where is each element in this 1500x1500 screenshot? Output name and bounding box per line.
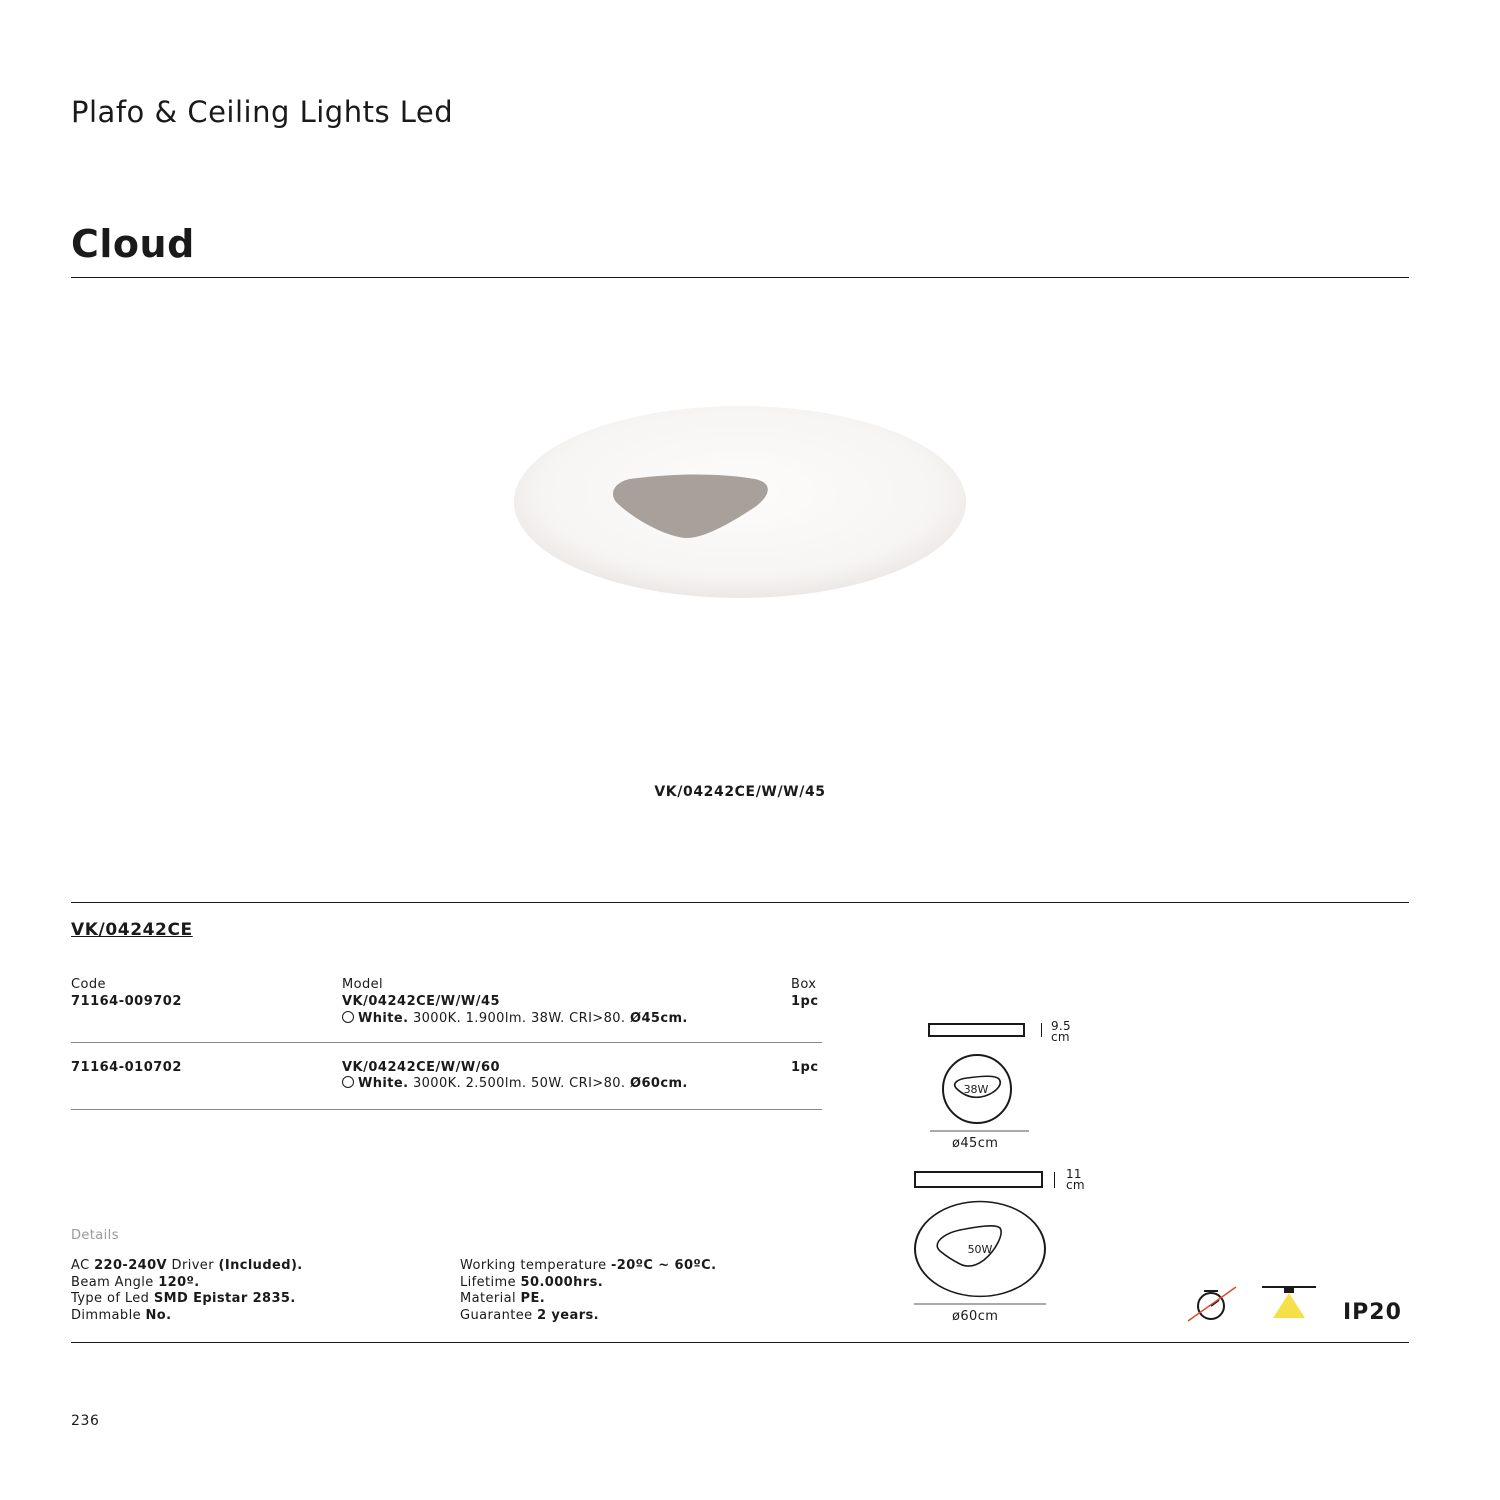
detail-led-type: Type of Led SMD Epistar 2835.	[71, 1291, 296, 1306]
height-label-large: 11 cm	[1066, 1167, 1085, 1192]
table-row-description	[342, 1076, 688, 1091]
spec-text: 3000K. 1.900lm. 38W. CRI>80.	[408, 1011, 630, 1026]
not-dimmable-icon	[1184, 1284, 1240, 1324]
detail-material: Material PE.	[460, 1291, 546, 1306]
detail-working-temperature: Working temperature -20ºC ~ 60ºC.	[460, 1258, 717, 1273]
details-left-column	[71, 1258, 303, 1324]
details-label: Details	[71, 1228, 119, 1243]
product-title: Cloud	[71, 222, 195, 266]
diameter-text: Ø60cm.	[630, 1076, 688, 1091]
table-row-code: 71164-010702	[71, 1060, 182, 1075]
title-divider	[71, 277, 1409, 278]
category-title: Plafo & Ceiling Lights Led	[71, 95, 454, 129]
ip-rating-label: IP20	[1343, 1300, 1402, 1325]
column-header-box: Box	[791, 977, 817, 992]
color-name: White.	[358, 1076, 409, 1091]
top-view-large	[912, 1200, 1048, 1312]
photo-caption: VK/04242CE/W/W/45	[654, 784, 826, 800]
detail-dimmable: Dimmable No.	[71, 1307, 172, 1323]
details-right-column	[460, 1258, 716, 1324]
product-family-code: VK/04242CE	[71, 920, 193, 940]
side-profile-small	[928, 1023, 1025, 1037]
diameter-label-large: ø60cm	[952, 1309, 999, 1324]
color-name: White.	[358, 1011, 409, 1026]
row-divider	[71, 1042, 822, 1043]
ceiling-beam-icon	[1260, 1284, 1318, 1320]
diameter-text: Ø45cm.	[630, 1011, 688, 1026]
detail-lifetime: Lifetime 50.000hrs.	[460, 1274, 604, 1290]
product-photo	[505, 395, 975, 610]
height-label-small: 9.5 cm	[1051, 1019, 1071, 1044]
table-row-box: 1pc	[791, 994, 819, 1009]
detail-beam-angle: Beam Angle 120º.	[71, 1274, 200, 1290]
color-swatch-icon	[342, 1011, 354, 1023]
wattage-label-small: 38W	[963, 1083, 989, 1096]
table-row-model: VK/04242CE/W/W/45	[342, 994, 501, 1009]
diameter-label-small: ø45cm	[952, 1136, 999, 1151]
height-marker-small	[1041, 1023, 1042, 1037]
detail-driver: AC 220-240V Driver (Included).	[71, 1258, 303, 1273]
table-row-model: VK/04242CE/W/W/60	[342, 1060, 501, 1075]
color-swatch-icon	[342, 1076, 354, 1088]
table-row-box: 1pc	[791, 1060, 819, 1075]
column-header-code: Code	[71, 977, 106, 992]
spec-text: 3000K. 2.500lm. 50W. CRI>80.	[408, 1076, 630, 1091]
height-marker-large	[1054, 1172, 1055, 1188]
table-row-code: 71164-009702	[71, 994, 182, 1009]
section-divider	[71, 902, 1409, 903]
detail-guarantee: Guarantee 2 years.	[460, 1307, 599, 1323]
page-number: 236	[71, 1413, 100, 1429]
wattage-label-large: 50W	[967, 1243, 993, 1256]
column-header-model: Model	[342, 977, 384, 992]
row-divider	[71, 1109, 822, 1110]
footer-divider	[71, 1342, 1409, 1343]
table-row-description	[342, 1011, 688, 1026]
side-profile-large	[914, 1171, 1043, 1188]
